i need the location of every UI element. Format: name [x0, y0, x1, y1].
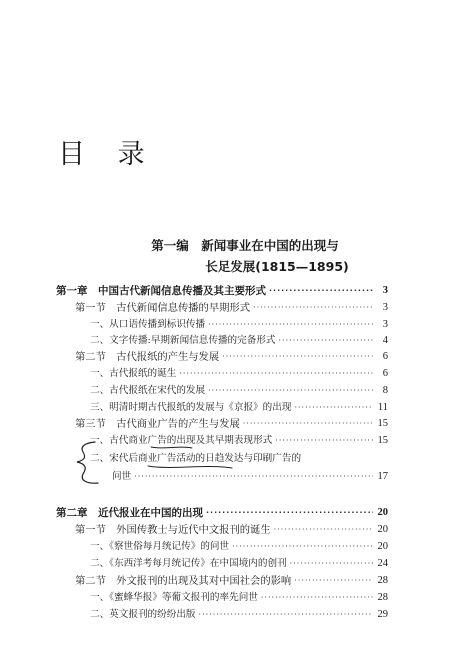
toc-page-number: 11: [377, 402, 388, 413]
toc-entry-text: 第二章 近代报业在中国的出现: [56, 507, 203, 519]
leader-dots: [232, 540, 373, 554]
toc-page-number: 20: [377, 524, 388, 535]
leader-dots: [253, 301, 373, 315]
toc-entry-text: 一、古代商业广告的出现及其早期表现形式: [90, 435, 273, 446]
toc-entry-item[interactable]: [90, 589, 388, 605]
toc-entry-text: 第一节 古代新闻信息传播的早期形式: [75, 302, 251, 314]
leader-dots: [134, 470, 373, 484]
leader-dots: [290, 557, 373, 571]
toc-page-number: 28: [377, 592, 388, 603]
leader-dots: [279, 334, 373, 348]
toc-entry-text: 第三节 古代商业广告的产生与发展: [75, 418, 240, 430]
toc-entry-item[interactable]: [90, 365, 388, 381]
toc-entry-item[interactable]: [90, 432, 388, 448]
toc-page-number: 29: [377, 609, 388, 620]
toc-entry-item[interactable]: [90, 555, 388, 571]
toc-page-number: 6: [382, 368, 388, 379]
leader-dots: [269, 284, 373, 298]
part-heading-line2: 长足发展(1815—1895): [205, 259, 349, 274]
toc-entry-text: 二、文字传播:早期新闻信息传播的完备形式: [90, 335, 276, 346]
toc-entry-item[interactable]: [90, 332, 388, 348]
toc-page-number: 17: [377, 471, 388, 482]
toc-entry-text: 二、《东西洋考每月统记传》在中国境内的创刊: [90, 558, 287, 569]
toc-entry-item[interactable]: [90, 399, 388, 415]
toc-entry-item[interactable]: [90, 606, 388, 622]
toc-entry-text: 一、《察世俗每月统记传》的问世: [90, 541, 230, 552]
toc-page-number: 20: [377, 507, 388, 518]
toc-entry-chapter-2[interactable]: [56, 504, 388, 520]
part-heading-line1: 第一编 新闻事业在中国的出现与: [151, 238, 339, 253]
toc-entry-item[interactable]: [90, 316, 388, 332]
toc-entry-section[interactable]: [75, 572, 388, 588]
toc-page-number: 3: [382, 302, 388, 313]
toc-entry-section[interactable]: [75, 299, 388, 315]
toc-entry-item[interactable]: [90, 450, 388, 466]
toc-entry-text: 第二节 古代报纸的产生与发展: [75, 351, 220, 363]
toc-page-number: 28: [377, 575, 388, 586]
toc-page-number: 4: [382, 335, 388, 346]
leader-dots: [275, 434, 373, 448]
leader-dots: [243, 417, 373, 431]
leader-dots: [294, 574, 373, 588]
toc-entry-text: 三、明清时期古代报纸的发展与《京报》的出现: [90, 402, 292, 413]
leader-dots: [199, 608, 373, 622]
toc-entry-text: 第一节 外国传教士与近代中文报刊的诞生: [75, 524, 271, 536]
toc-entry-continuation[interactable]: [112, 468, 388, 484]
toc-page-number: 20: [377, 541, 388, 552]
toc-entry-section[interactable]: [75, 521, 388, 537]
toc-page-number: 8: [382, 385, 388, 396]
toc-page-number: 24: [377, 558, 388, 569]
toc-entry-text: 二、宋代后商业广告活动的日趋发达与印刷广告的: [90, 453, 302, 464]
toc-entry-chapter-1[interactable]: [56, 282, 388, 298]
toc-entry-text: 第二节 外文报刊的出现及其对中国社会的影响: [75, 575, 292, 587]
page-title: 目 录: [58, 139, 157, 170]
leader-dots: [179, 367, 373, 381]
toc-entry-text: 第一章 中国古代新闻信息传播及其主要形式: [56, 285, 266, 297]
leader-dots: [208, 384, 373, 398]
leader-dots: [274, 523, 373, 537]
toc-entry-text: 一、古代报纸的诞生: [90, 368, 177, 379]
toc-entry-item[interactable]: [90, 538, 388, 554]
toc-page-number: 15: [377, 418, 388, 429]
leader-dots: [222, 350, 373, 364]
toc-entry-text: 一、《蜜蜂华报》等葡文报刊的率先问世: [90, 592, 258, 603]
toc-entry-item[interactable]: [90, 382, 388, 398]
toc-entry-text: 二、英文报刊的纷纷出版: [90, 609, 196, 620]
leader-dots: [206, 506, 373, 520]
toc-page-number: 6: [382, 351, 388, 362]
toc-page-number: 15: [377, 435, 388, 446]
leader-dots: [294, 401, 373, 415]
toc-entry-text: 一、从口语传播到标识传播: [90, 319, 206, 330]
toc-entry-text: 二、古代报纸在宋代的发展: [90, 385, 206, 396]
toc-entry-section[interactable]: [75, 348, 388, 364]
leader-dots: [261, 591, 373, 605]
leader-dots: [208, 318, 373, 332]
toc-entry-text: 问世: [112, 471, 132, 482]
toc-page-number: 3: [382, 285, 388, 296]
toc-entry-section[interactable]: [75, 415, 388, 431]
toc-page-number: 3: [382, 319, 388, 330]
